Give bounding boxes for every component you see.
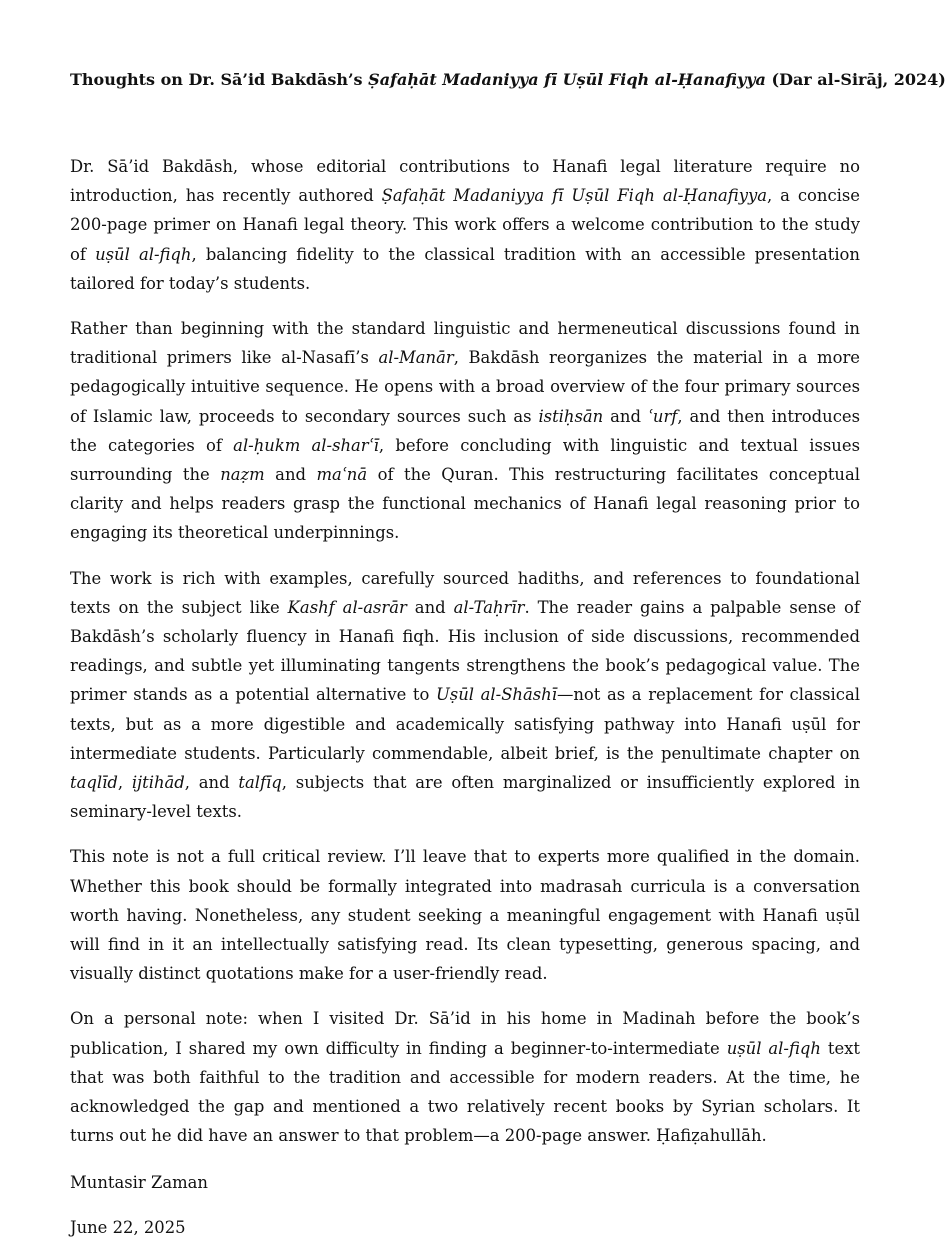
paragraph-span-italic: ijtihād — [131, 773, 185, 793]
paragraph-2 — [70, 314, 860, 548]
paragraph-span-italic: al-ḥukm al-sharʿī — [233, 435, 379, 455]
paragraph-span-italic: uṣūl al-fiqh — [95, 244, 192, 264]
paragraph-span: Dr. Sā’id Bakdāsh, whose editorial contributions to Hanafi legal literature require no introduction, has recently authored — [70, 157, 860, 206]
paragraph-span: , before concluding with linguistic and textual issues surrounding the — [70, 435, 860, 485]
paragraph-span-italic: naẓm — [220, 465, 265, 485]
paragraph-1 — [70, 152, 860, 298]
paragraph-span-italic: maʿnā — [316, 465, 368, 485]
paragraph-span-italic: Ṣafaḥāt Madaniyya fī Uṣūl Fiqh al-Ḥanafiyya — [381, 186, 768, 206]
paragraph-span: text that was both faithful to the tradition and accessible for modern readers. At the time, he acknowledged the gap and mentioned a two relatively recent books by Syrian scholars. It turns out he did have an answer to that problem—a 200-page answer. Ḥafiẓahullāh. — [70, 1038, 861, 1146]
paragraph-span: On a personal note: when I visited Dr. Sā’id in his home in Madinah before the book’s publication, I shared my own difficulty in finding a beginner-to-intermediate — [70, 1009, 860, 1058]
paragraph-span-italic: uṣūl al-fiqh — [726, 1038, 821, 1058]
paragraph-span-italic: taqlīd — [70, 773, 118, 793]
paragraph-span-italic: istiḥsān — [538, 406, 604, 426]
article-body — [70, 152, 860, 1258]
paragraph-span: , and then introduces the categories of — [70, 406, 860, 455]
paragraph-span: The work is rich with examples, carefully sourced hadiths, and references to foundational texts on the subject like — [70, 568, 860, 617]
paragraph-span: Rather than beginning with the standard linguistic and hermeneutical discussions found in traditional primers like al-Nasafī’s — [70, 319, 860, 368]
title-prefix: Thoughts on Dr. Sā’id Bakdāsh’s — [70, 70, 369, 89]
title-publisher: (Dar al-Sirāj, 2024) — [765, 70, 946, 89]
paragraph-span-italic: Uṣūl al-Shāshī — [435, 685, 557, 705]
paragraph-span: , Bakdāsh reorganizes the material in a more pedagogically intuitive sequence. He opens with a broad overview of the four primary sources of Islamic law, proceeds to secondary sources such as — [70, 348, 860, 426]
paragraph-span: . The reader gains a palpable sense of Bakdāsh’s scholarly fluency in Hanafi fiqh. His inclusion of side discussions, recommended readings, and subtle yet illuminating tangents strengthens the book’s pedagogical value. The primer stands as a potential alternative to — [70, 597, 860, 705]
paragraph-span-italic: al-Manār — [378, 348, 454, 368]
paragraph-span: and — [603, 406, 648, 426]
paragraph-5 — [70, 1004, 860, 1150]
paragraph-span: and — [406, 597, 454, 617]
paragraph-span: —not as a replacement for classical texts, but as a more digestible and academically satisfying pathway into Hanafi uṣūl for intermediate students. Particularly commendable, albeit brief, is the penultimate chapter on — [70, 685, 860, 763]
paragraph-3 — [70, 564, 860, 827]
paragraph-4 — [70, 842, 860, 988]
title-book-name: Ṣafaḥāt Madaniyya fī Uṣūl Fiqh al-Ḥanafiyya — [368, 70, 766, 89]
paragraph-span: This note is not a full critical review. I’ll leave that to experts more qualified in the domain. Whether this book should be formally integrated into madrasah curricula is a conversation worth having. Nonetheless, any student seeking a meaningful engagement with Hanafi uṣūl will find in it an intellectually satisfying read. Its clean typesetting, generous spacing, and visually distinct quotations make for a user-friendly read. — [70, 847, 860, 984]
paragraph-span: , subjects that are often marginalized or insufficiently explored in seminary-level texts. — [70, 773, 860, 822]
publication-date: June 22, 2025 — [70, 1217, 186, 1237]
paragraph-span: , and — [184, 773, 239, 793]
author-name: Muntasir Zaman — [70, 1172, 208, 1192]
document-title — [70, 69, 946, 91]
paragraph-span-italic: al-Taḥrīr — [453, 597, 525, 617]
paragraph-span: and — [264, 465, 317, 485]
paragraph-span-italic: ʿurf — [647, 406, 678, 426]
paragraph-span: of the Quran. This restructuring facilitates conceptual clarity and helps readers grasp the functional mechanics of Hanafi legal reasoning prior to engaging its theoretical underpinnings. — [70, 465, 860, 543]
paragraph-span: , a concise 200-page primer on Hanafi legal theory. This work offers a welcome contribution to the study of — [70, 186, 860, 264]
paragraph-span-italic: talfīq — [238, 773, 282, 793]
paragraph-span: , balancing fidelity to the classical tradition with an accessible presentation tailored for today’s students. — [70, 244, 860, 293]
paragraph-span-italic: Kashf al-asrār — [287, 597, 407, 617]
paragraph-span: , — [117, 773, 132, 793]
